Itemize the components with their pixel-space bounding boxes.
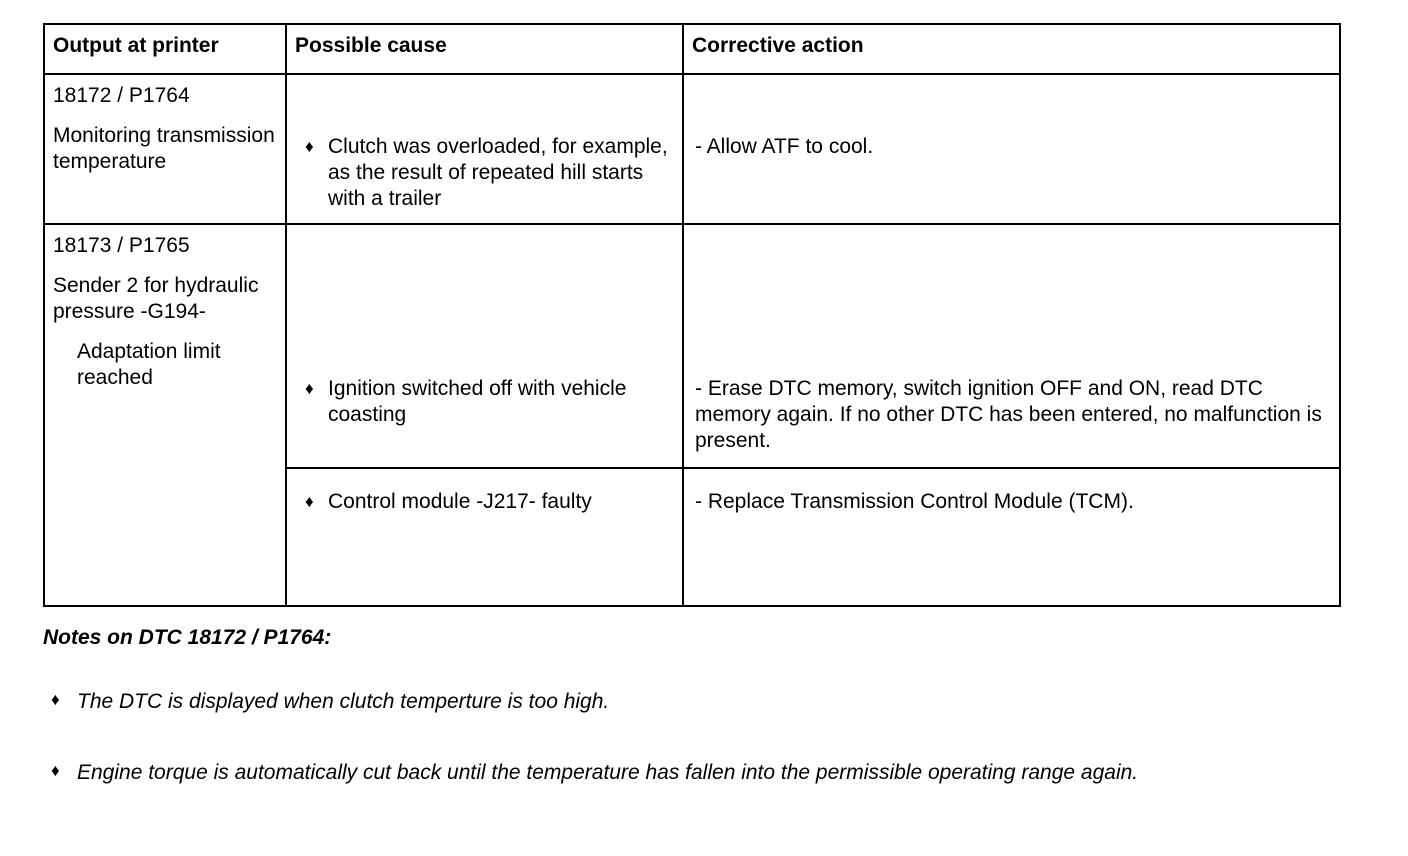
diamond-bullet-icon: ♦ (305, 492, 314, 511)
dtc-sub-description: Adaptation limit reached (77, 340, 221, 389)
dtc-description: Sender 2 for hydraulic pressure -G194- (53, 274, 259, 323)
cause-item (295, 489, 674, 515)
table-row (44, 224, 1340, 468)
cause-cell (286, 224, 683, 468)
cause-item (295, 376, 674, 428)
action-text: - Allow ATF to cool. (695, 135, 874, 158)
note-item (43, 761, 1138, 785)
cause-text: Ignition switched off with vehicle coasting (328, 377, 627, 426)
note-text: The DTC is displayed when clutch temperture is too high. (77, 690, 610, 713)
cause-cell (286, 468, 683, 606)
action-cell (683, 468, 1340, 606)
dtc-code: 18172 / P1764 (53, 84, 190, 107)
action-cell (683, 224, 1340, 468)
cause-text: Clutch was overloaded, for example, as the result of repeated hill starts with a trailer (328, 135, 668, 210)
action-cell (683, 74, 1340, 224)
diamond-bullet-icon: ♦ (305, 379, 314, 398)
cause-item (295, 134, 674, 212)
cause-text: Control module -J217- faulty (328, 490, 592, 513)
diamond-bullet-icon: ♦ (305, 137, 314, 156)
header-output-at-printer: Output at printer (44, 24, 286, 74)
dtc-table (43, 23, 1341, 607)
action-text: - Erase DTC memory, switch ignition OFF and ON, read DTC memory again. If no other DTC has been entered, no malfunction is present. (695, 377, 1322, 452)
diamond-bullet-icon: ♦ (51, 690, 60, 709)
note-text: Engine torque is automatically cut back until the temperature has fallen into the permissible operating range again. (77, 761, 1139, 784)
header-possible-cause: Possible cause (286, 24, 683, 74)
output-cell (44, 224, 286, 606)
notes-title: Notes on DTC 18172 / P1764: (43, 626, 332, 649)
diamond-bullet-icon: ♦ (51, 761, 60, 780)
cause-cell (286, 74, 683, 224)
dtc-description: Monitoring transmission temperature (53, 124, 275, 173)
action-text: - Replace Transmission Control Module (TCM). (695, 490, 1134, 513)
table-header-row (44, 24, 1340, 74)
note-item (43, 690, 609, 714)
table-row (44, 74, 1340, 224)
dtc-code: 18173 / P1765 (53, 234, 190, 257)
header-corrective-action: Corrective action (683, 24, 1340, 74)
output-cell (44, 74, 286, 224)
